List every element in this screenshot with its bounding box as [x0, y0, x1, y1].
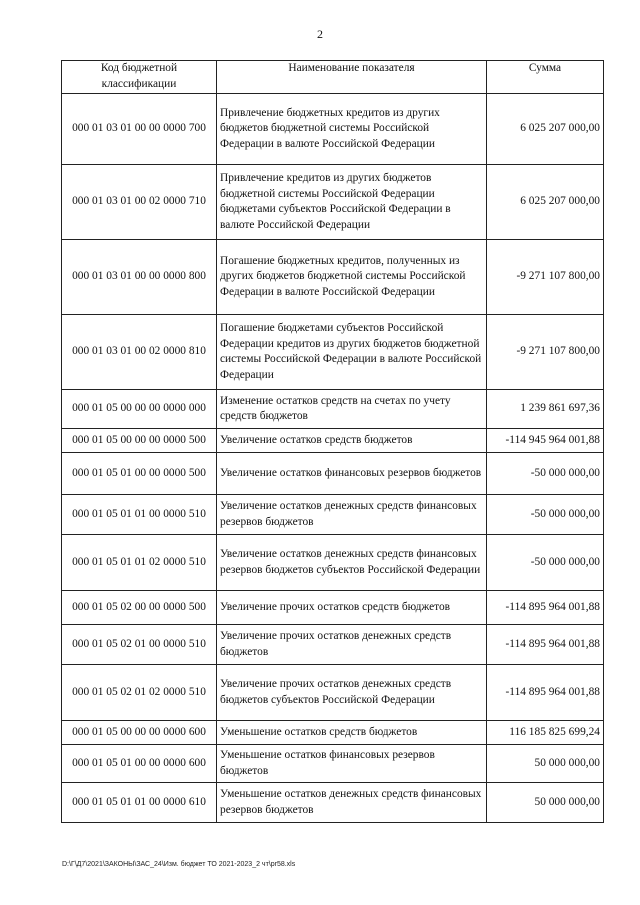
- row-code: 000 01 05 00 00 00 0000 500: [62, 429, 217, 453]
- row-sum: 50 000 000,00: [487, 783, 604, 823]
- table-row: [62, 721, 604, 745]
- row-sum: -50 000 000,00: [487, 495, 604, 535]
- table-row: [62, 240, 604, 315]
- table-row: [62, 783, 604, 823]
- row-sum: 6 025 207 000,00: [487, 165, 604, 240]
- header-code: Код бюджетной классификации: [62, 61, 217, 94]
- header-sum: Сумма: [487, 61, 604, 94]
- row-code: 000 01 05 00 00 00 0000 600: [62, 721, 217, 745]
- table-row: [62, 591, 604, 625]
- row-name: Увеличение прочих остатков средств бюджетов: [217, 591, 487, 625]
- row-code: 000 01 05 01 00 00 0000 600: [62, 745, 217, 783]
- table-row: [62, 453, 604, 495]
- budget-sources-table: [61, 60, 604, 823]
- row-code: 000 01 05 01 01 00 0000 610: [62, 783, 217, 823]
- table-row: [62, 429, 604, 453]
- row-name: Увеличение остатков средств бюджетов: [217, 429, 487, 453]
- row-code: 000 01 05 01 01 02 0000 510: [62, 535, 217, 591]
- row-name: Погашение бюджетных кредитов, полученных из других бюджетов бюджетной системы Российской Федерации в валюте Российской Федерации: [217, 240, 487, 315]
- row-sum: 6 025 207 000,00: [487, 94, 604, 165]
- row-sum: -114 895 964 001,88: [487, 665, 604, 721]
- row-name: Увеличение остатков денежных средств финансовых резервов бюджетов: [217, 495, 487, 535]
- row-name: Привлечение бюджетных кредитов из других бюджетов бюджетной системы Российской Федерации в валюте Российской Федерации: [217, 94, 487, 165]
- row-code: 000 01 05 02 01 00 0000 510: [62, 625, 217, 665]
- page-number: 2: [317, 27, 323, 41]
- row-name: Уменьшение остатков финансовых резервов бюджетов: [217, 745, 487, 783]
- table-row: [62, 315, 604, 390]
- table-row: [62, 745, 604, 783]
- row-sum: -50 000 000,00: [487, 453, 604, 495]
- row-sum: 116 185 825 699,24: [487, 721, 604, 745]
- table-row: [62, 665, 604, 721]
- row-sum: 50 000 000,00: [487, 745, 604, 783]
- row-sum: -9 271 107 800,00: [487, 240, 604, 315]
- row-sum: -9 271 107 800,00: [487, 315, 604, 390]
- row-code: 000 01 05 02 00 00 0000 500: [62, 591, 217, 625]
- row-sum: -114 945 964 001,88: [487, 429, 604, 453]
- row-name: Привлечение кредитов из других бюджетов бюджетной системы Российской Федерации бюджетами субъектов Российской Федерации в валюте Российской Федерации: [217, 165, 487, 240]
- row-name: Погашение бюджетами субъектов Российской Федерации кредитов из других бюджетов бюджетной системы Российской Федерации в валюте Российской Федерации: [217, 315, 487, 390]
- row-name: Увеличение прочих остатков денежных средств бюджетов: [217, 625, 487, 665]
- row-code: 000 01 05 01 01 00 0000 510: [62, 495, 217, 535]
- file-path-footer: D:\Г\Д7\2021\ЗАКОНЫ\ЗАС_24\Изм. бюджет ТО 2021-2023_2 чт\pr58.xls: [62, 861, 296, 868]
- row-name: Увеличение прочих остатков денежных средств бюджетов субъектов Российской Федерации: [217, 665, 487, 721]
- row-code: 000 01 05 00 00 00 0000 000: [62, 390, 217, 429]
- row-sum: -114 895 964 001,88: [487, 591, 604, 625]
- table-row: [62, 535, 604, 591]
- table-row: [62, 625, 604, 665]
- row-code: 000 01 03 01 00 00 0000 800: [62, 240, 217, 315]
- header-name: Наименование показателя: [217, 61, 487, 94]
- table-row: [62, 495, 604, 535]
- row-name: Увеличение остатков финансовых резервов бюджетов: [217, 453, 487, 495]
- table-row: [62, 94, 604, 165]
- row-code: 000 01 05 02 01 02 0000 510: [62, 665, 217, 721]
- table-row: [62, 165, 604, 240]
- row-name: Уменьшение остатков денежных средств финансовых резервов бюджетов: [217, 783, 487, 823]
- row-sum: -114 895 964 001,88: [487, 625, 604, 665]
- row-sum: 1 239 861 697,36: [487, 390, 604, 429]
- row-sum: -50 000 000,00: [487, 535, 604, 591]
- row-code: 000 01 05 01 00 00 0000 500: [62, 453, 217, 495]
- table-row: [62, 390, 604, 429]
- row-name: Изменение остатков средств на счетах по учету средств бюджетов: [217, 390, 487, 429]
- table-header-row: [62, 61, 604, 94]
- row-code: 000 01 03 01 00 02 0000 710: [62, 165, 217, 240]
- row-code: 000 01 03 01 00 00 0000 700: [62, 94, 217, 165]
- row-code: 000 01 03 01 00 02 0000 810: [62, 315, 217, 390]
- row-name: Уменьшение остатков средств бюджетов: [217, 721, 487, 745]
- row-name: Увеличение остатков денежных средств финансовых резервов бюджетов субъектов Российской Федерации: [217, 535, 487, 591]
